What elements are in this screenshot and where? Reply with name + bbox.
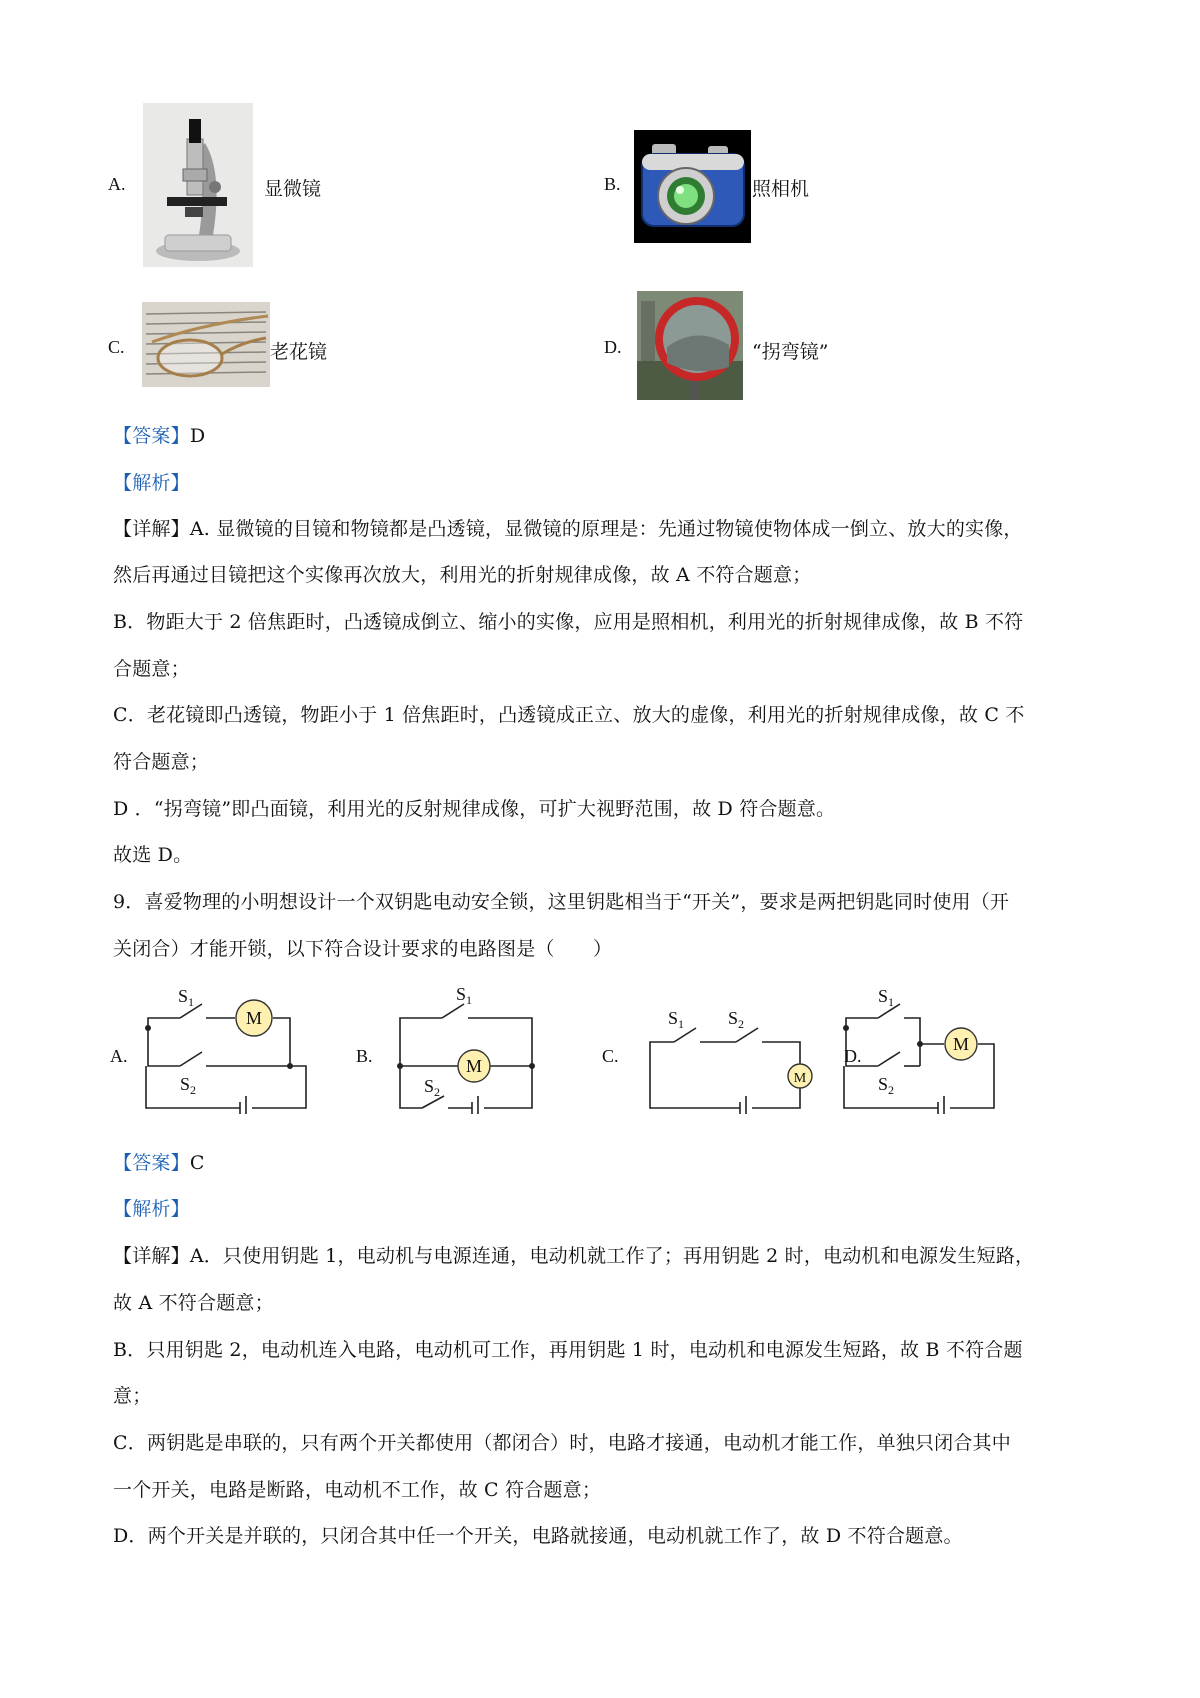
svg-text:C. xyxy=(602,1046,619,1066)
svg-text:M xyxy=(953,1034,969,1054)
q9-detail-line-4: 意； xyxy=(113,1385,152,1407)
detail-tag: 【详解】 xyxy=(113,518,190,540)
q9-analysis-heading xyxy=(113,1194,190,1221)
q8-answer xyxy=(113,421,205,448)
svg-text:S2 xyxy=(180,1074,196,1097)
svg-text:M xyxy=(466,1056,482,1076)
circuit-d xyxy=(844,1004,994,1114)
q9-detail-line-5: C．两钥匙是串联的，只有两个开关都使用（都闭合）时，电路才接通，电动机才能工作，单独只闭合其中 xyxy=(113,1432,1011,1454)
q9-detail-line-6: 一个开关，电路是断路，电动机不工作，故 C 符合题意； xyxy=(113,1479,602,1501)
reading-glasses-photo-icon xyxy=(142,302,270,387)
option-a-caption: 显微镜 xyxy=(264,178,322,200)
q9-detail-line-1 xyxy=(113,1241,1034,1268)
option-a-letter: A. xyxy=(108,174,126,194)
option-d-letter: D. xyxy=(604,337,622,357)
circuit-c xyxy=(650,1028,800,1114)
switch-label: S xyxy=(728,1008,739,1028)
svg-text:S1 xyxy=(668,1008,684,1031)
q8-detail-line-1 xyxy=(113,514,1023,541)
option-c-caption: 老花镜 xyxy=(270,341,328,363)
switch-label: S xyxy=(178,986,189,1006)
q8-detail-line-2: 然后再通过目镜把这个实像再次放大，利用光的折射规律成像，故 A 不符合题意； xyxy=(113,564,812,586)
q8-analysis-heading xyxy=(113,468,190,495)
svg-text:S2 xyxy=(878,1074,894,1097)
q8-detail-line-8: 故选 D。 xyxy=(113,844,193,866)
motor-d-label: M xyxy=(952,1034,970,1054)
q9-detail-line-2: 故 A 不符合题意； xyxy=(113,1292,274,1314)
convex-mirror-photo-icon xyxy=(637,291,743,400)
detail-tag: 【详解】 xyxy=(113,1245,190,1267)
svg-text:M xyxy=(794,1071,807,1086)
q9-stem-line-1: 9．喜爱物理的小明想设计一个双钥匙电动安全锁，这里钥匙相当于“开关”，要求是两把钥匙同时使用（开 xyxy=(113,891,1010,913)
switch-label: S xyxy=(180,1074,191,1094)
q8-detail-line-7: D ．“拐弯镜”即凸面镜，利用光的反射规律成像，可扩大视野范围，故 D 符合题意。 xyxy=(113,798,836,820)
detail-text: A．只使用钥匙 1，电动机与电源连通，电动机就工作了；再用钥匙 2 时，电动机和电源发生短路， xyxy=(189,1245,1035,1267)
q9-answer xyxy=(113,1148,205,1175)
switch-subscript: 2 xyxy=(888,1083,895,1097)
detail-text: A. 显微镜的目镜和物镜都是凸透镜，显微镜的原理是：先通过物镜使物体成一倒立、放大的实像， xyxy=(189,518,1023,540)
motor-a-label: M xyxy=(245,1008,263,1028)
camera-photo-icon xyxy=(634,130,751,243)
answer-value: C xyxy=(189,1152,205,1174)
svg-text:S1 xyxy=(178,986,194,1009)
circuit-d-letter: D. xyxy=(844,1046,862,1066)
switch-subscript: 1 xyxy=(188,995,195,1009)
circuit-a xyxy=(146,1004,306,1114)
svg-text:B. xyxy=(356,1046,373,1066)
q8-detail-line-5: C．老花镜即凸透镜，物距小于 1 倍焦距时，凸透镜成正立、放大的虚像，利用光的折射规律成像，故 C 不 xyxy=(113,704,1025,726)
q9-stem-line-2: 关闭合）才能开锁，以下符合设计要求的电路图是（ ） xyxy=(113,938,613,960)
answer-tag: 【答案】 xyxy=(113,425,190,447)
svg-text:S2 xyxy=(424,1076,440,1099)
switch-subscript: 2 xyxy=(434,1085,441,1099)
option-b-caption: 照相机 xyxy=(752,178,810,200)
switch-subscript: 1 xyxy=(888,995,895,1009)
q9-detail-line-7: D．两个开关是并联的，只闭合其中任一个开关，电路就接通，电动机就工作了，故 D 不符合题意。 xyxy=(113,1525,963,1547)
answer-value: D xyxy=(189,425,206,447)
svg-text:S1 xyxy=(456,984,472,1007)
q9-detail-line-3: B．只用钥匙 2，电动机连入电路，电动机可工作，再用钥匙 1 时，电动机和电源发生短路，故 B 不符合题 xyxy=(113,1339,1023,1361)
switch-subscript: 1 xyxy=(466,993,473,1007)
motor-c-label: M xyxy=(793,1071,807,1086)
svg-text:M xyxy=(246,1008,262,1028)
svg-text:S1 xyxy=(878,986,894,1009)
answer-tag: 【答案】 xyxy=(113,1152,190,1174)
svg-text:A. xyxy=(110,1046,128,1066)
switch-subscript: 1 xyxy=(678,1017,685,1031)
circuit-c-letter: C. xyxy=(602,1046,619,1066)
option-c-letter: C. xyxy=(108,337,125,357)
q8-detail-line-6: 符合题意； xyxy=(113,751,210,773)
switch-label: S xyxy=(668,1008,679,1028)
q8-detail-line-4: 合题意； xyxy=(113,658,190,680)
switch-label: S xyxy=(456,984,467,1004)
analysis-tag: 【解析】 xyxy=(113,472,190,494)
svg-text:D. xyxy=(844,1046,862,1066)
q8-detail-line-3: B．物距大于 2 倍焦距时，凸透镜成倒立、缩小的实像，应用是照相机，利用光的折射规律成像，故 B 不符 xyxy=(113,611,1024,633)
option-b-letter: B. xyxy=(604,174,621,194)
option-d-caption: “拐弯镜” xyxy=(752,341,829,363)
analysis-tag: 【解析】 xyxy=(113,1198,190,1220)
motor-icons xyxy=(236,1000,977,1088)
motor-b-label: M xyxy=(465,1056,483,1076)
microscope-photo-icon xyxy=(143,103,253,267)
q9-circuit-diagrams xyxy=(100,984,1060,1114)
switch-label: S xyxy=(424,1076,435,1096)
switch-label: S xyxy=(878,1074,889,1094)
circuit-a-letter: A. xyxy=(110,1046,128,1066)
switch-subscript: 2 xyxy=(190,1083,197,1097)
circuit-b-letter: B. xyxy=(356,1046,373,1066)
switch-subscript: 2 xyxy=(738,1017,745,1031)
svg-text:S2 xyxy=(728,1008,744,1031)
switch-label: S xyxy=(878,986,889,1006)
